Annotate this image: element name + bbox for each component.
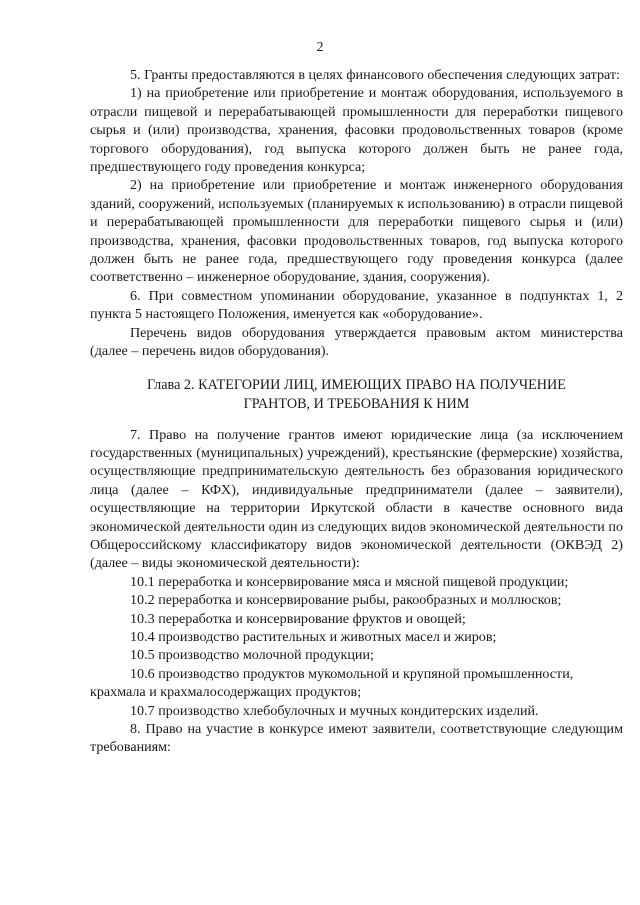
paragraph-6-list-note: Перечень видов оборудования утверждается правовым актом министерства (далее – перечень видов оборудования).	[90, 324, 623, 360]
paragraph-6: 6. При совместном упоминании оборудование, указанное в подпунктах 1, 2 пункта 5 настоящего Положения, именуется как «оборудование».	[90, 287, 623, 323]
chapter-heading-line-2: ГРАНТОВ, И ТРЕБОВАНИЯ К НИМ	[243, 395, 470, 412]
okved-list-item: 10.3 переработка и консервирование фруктов и овощей;	[130, 610, 466, 627]
page-number: 2	[316, 40, 324, 55]
document-body	[90, 66, 623, 757]
paragraph-8: 8. Право на участие в конкурсе имеют заявители, соответствующие следующим требованиям:	[90, 721, 623, 756]
okved-list-item: 10.2 переработка и консервирование рыбы, ракообразных и моллюсков;	[130, 592, 562, 609]
paragraph-5-item-2: 2) на приобретение или приобретение и монтаж инженерного оборудования зданий, сооружений, используемых (планируемых к использованию) в отрасли пищевой и перерабатывающей промышленности для переработки пищевого сырья и (или) производства, хранения, фасовки продовольственных товаров, год выпуска которого должен быть не ранее года, предшествующего году проведения конкурса (далее соответственно – инженерное оборудование, здания, сооружения).	[90, 177, 623, 286]
chapter-heading	[90, 376, 623, 414]
paragraph-7: 7. Право на получение грантов имеют юридические лица (за исключением государственных (муниципальных) учреждений), крестьянские (фермерские) хозяйства, осуществляющие предпринимательскую деятельность без образования юридического лица (далее – КФХ), индивидуальные предприниматели (далее – заявители), осуществляющие на территории Иркутской области в качестве основного вида экономической деятельности один из следующих видов экономической деятельности по Общероссийскому классификатору видов экономической деятельности (ОКВЭД 2) (далее – виды экономической деятельности):	[90, 426, 623, 572]
okved-list-item: 10.4 производство растительных и животных масел и жиров;	[130, 628, 497, 645]
chapter-heading-line-1: Глава 2. КАТЕГОРИИ ЛИЦ, ИМЕЮЩИХ ПРАВО НА ПОЛУЧЕНИЕ	[147, 376, 566, 393]
okved-list-item: 10.6 производство продуктов мукомольной и крупяной промышленности, крахмала и крахмалосодержащих продуктов;	[90, 665, 574, 701]
okved-list-item: 10.7 производство хлебобулочных и мучных кондитерских изделий.	[130, 702, 539, 719]
paragraph-5: 5. Гранты предоставляются в целях финансового обеспечения следующих затрат:	[130, 67, 620, 83]
paragraph-5-item-1: 1) на приобретение или приобретение и монтаж оборудования, используемого в отрасли пищевой и перерабатывающей промышленности для переработки пищевого сырья и (или) производства, хранения, фасовки продовольственных товаров (кроме торгового оборудования), год выпуска которого должен быть не ранее года, предшествующего году проведения конкурса;	[90, 85, 623, 176]
okved-list-item: 10.1 переработка и консервирование мяса и мясной пищевой продукции;	[130, 573, 569, 590]
okved-list-item: 10.5 производство молочной продукции;	[130, 647, 374, 664]
